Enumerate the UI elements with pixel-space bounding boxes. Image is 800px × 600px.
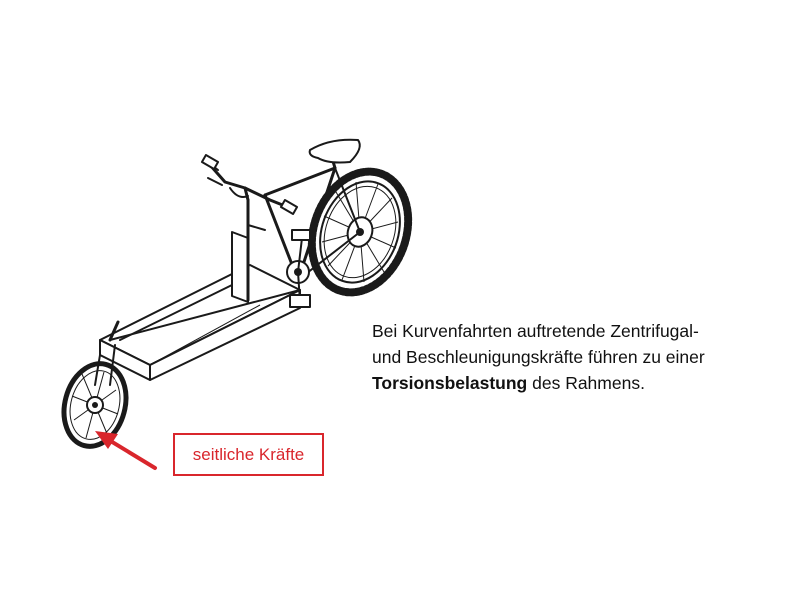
seat [310,140,360,168]
caption-line-2: und Beschleunigungskräfte führen zu einer [372,347,705,367]
caption-line-1: Bei Kurvenfahrten auftretende Zentrifugal- [372,321,699,341]
caption-bold-term: Torsionsbelastung [372,373,528,393]
red-arrow-icon [95,431,155,468]
caption-line-3-rest: des Rahmens. [527,373,645,393]
force-label-box [173,433,324,476]
caption-text [372,318,772,396]
cargo-box [100,232,300,380]
crank-set [287,230,310,307]
force-label: seitliche Kräfte [192,444,305,464]
caption-line-3 [372,370,772,396]
